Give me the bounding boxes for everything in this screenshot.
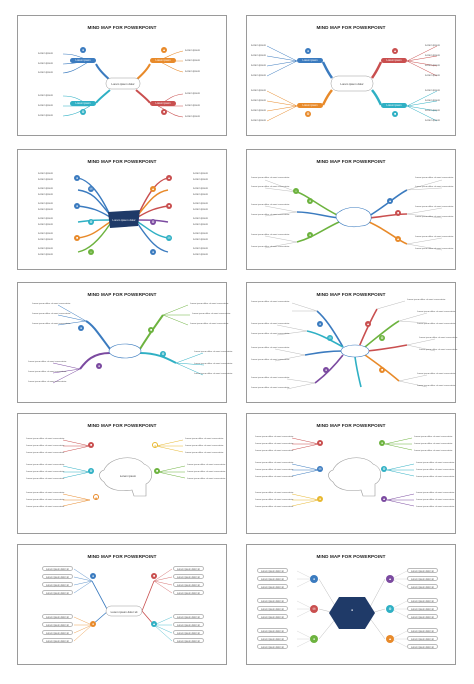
leaf: Lorem ipsum — [38, 114, 53, 117]
slide-title: MIND MAP FOR POWERPOINT — [316, 292, 386, 297]
slide-9-thumbnail[interactable] — [17, 544, 227, 665]
warning-icon: ▲ — [151, 187, 155, 191]
leaf: Lorem ipsum dolor sit amet consectetur. — [194, 373, 233, 375]
leaf: Lorem ipsum — [425, 44, 440, 47]
leaf: Lorem ipsum — [425, 54, 440, 57]
leaf-box: Lorem ipsum dolor sit — [407, 636, 438, 641]
center-node: Lorem ipsum dolor — [340, 82, 364, 86]
slide-title: MIND MAP FOR POWERPOINT — [87, 25, 157, 30]
leaf-box: Lorem ipsum dolor sit — [173, 630, 204, 635]
leaf: Lorem ipsum dolor sit amet consectetur. — [416, 469, 455, 471]
leaf: Lorem ipsum dolor sit amet consectetur. — [26, 452, 65, 454]
leaf-box: Lorem ipsum dolor sit — [407, 568, 438, 573]
leaf: Lorem ipsum dolor sit amet consectetur. — [414, 450, 453, 452]
leaf: Lorem ipsum — [251, 44, 266, 47]
mail-icon: ✉ — [318, 467, 322, 471]
leaf: Lorem ipsum — [38, 94, 53, 97]
chart-icon: ■ — [89, 443, 93, 447]
rocket-icon: ▲ — [386, 575, 394, 583]
warning-icon: ▲ — [386, 635, 394, 643]
leaf: Lorem ipsum dolor sit amet consectetur. — [414, 443, 453, 445]
leaf: Lorem ipsum dolor sit amet consectetur. — [255, 506, 294, 508]
chart-icon: ■ — [162, 110, 166, 114]
user-icon: ● — [324, 368, 328, 372]
rocket-icon: ▲ — [162, 48, 166, 52]
slide-5-thumbnail[interactable] — [17, 282, 233, 403]
leaf: Lorem ipsum — [193, 178, 208, 181]
leaf: Lorem ipsum — [251, 119, 266, 122]
leaf: Lorem ipsum — [193, 187, 208, 190]
leaf: Lorem ipsum — [251, 74, 266, 77]
leaf-box: Lorem ipsum dolor sit — [257, 636, 288, 641]
branch-teal: Lorem ipsum — [70, 101, 96, 106]
leaf: Lorem ipsum dolor sit amet consectetur. — [26, 478, 65, 480]
leaf: Lorem ipsum dolor sit amet consectetur. — [255, 492, 294, 494]
leaf: Lorem ipsum dolor sit amet consectetur. — [187, 471, 226, 473]
slide-title: MIND MAP FOR POWERPOINT — [316, 423, 386, 428]
gear-icon: ⚙ — [161, 352, 165, 356]
leaf: Lorem ipsum dolor sit amet consectetur. — [251, 301, 290, 303]
leaf: Lorem ipsum dolor sit amet consectetur. — [28, 371, 67, 373]
chart-icon: ■ — [396, 211, 400, 215]
slide-1-thumbnail[interactable] — [17, 15, 227, 136]
leaf-box: Lorem ipsum dolor sit — [42, 638, 73, 643]
warning-icon: ▲ — [152, 622, 156, 626]
leaf: Lorem ipsum dolor sit amet consectetur. — [192, 313, 231, 315]
leaf: Lorem ipsum dolor sit amet consectetur. — [251, 234, 290, 236]
leaf: Lorem ipsum dolor sit amet consectetur. — [417, 385, 456, 387]
gear-icon: ⚙ — [151, 220, 155, 224]
leaf: Lorem ipsum — [185, 115, 200, 118]
lightbulb-icon: ● — [306, 49, 310, 53]
leaf: Lorem ipsum dolor sit amet consectetur. — [255, 469, 294, 471]
leaf: Lorem ipsum dolor sit amet consectetur. — [416, 462, 455, 464]
leaf: Lorem ipsum — [185, 70, 200, 73]
leaf: Lorem ipsum dolor sit amet consectetur. — [190, 303, 229, 305]
slide-2-thumbnail[interactable] — [246, 15, 456, 136]
leaf: Lorem ipsum — [38, 253, 53, 256]
mail-icon: ✉ — [328, 336, 332, 340]
leaf: Lorem ipsum dolor sit amet consectetur. — [26, 445, 65, 447]
center-node: Lorem ipsum — [119, 474, 137, 478]
leaf: Lorem ipsum dolor sit amet consectetur. — [32, 303, 71, 305]
lightbulb-icon: ● — [79, 326, 83, 330]
leaf: Lorem ipsum — [251, 109, 266, 112]
center-node: Lorem ipsum dolor sit — [110, 609, 138, 614]
leaf: Lorem ipsum dolor sit amet consectetur. — [417, 311, 456, 313]
leaf: Lorem ipsum dolor sit amet consectetur. — [251, 177, 290, 179]
leaf: Lorem ipsum dolor sit amet consectetur. — [255, 462, 294, 464]
user-icon: ● — [318, 497, 322, 501]
leaf-box: Lorem ipsum dolor sit — [173, 614, 204, 619]
branch-blue: Lorem ipsum — [70, 58, 96, 63]
leaf: Lorem ipsum — [185, 49, 200, 52]
leaf: Lorem ipsum — [425, 64, 440, 67]
leaf: Lorem ipsum — [251, 99, 266, 102]
rocket-icon: ▲ — [382, 497, 386, 501]
leaf: Lorem ipsum — [38, 223, 53, 226]
slide-8-thumbnail[interactable] — [246, 413, 456, 534]
lightbulb-icon: ● — [153, 444, 157, 448]
lightbulb-icon: ● — [350, 608, 354, 612]
leaf: Lorem ipsum — [38, 232, 53, 235]
leaf: Lorem ipsum dolor sit amet consectetur. — [32, 313, 71, 315]
slide-title: MIND MAP FOR POWERPOINT — [87, 292, 157, 297]
leaf-box: Lorem ipsum dolor sit — [407, 614, 438, 619]
leaf: Lorem ipsum dolor sit amet consectetur. — [28, 361, 67, 363]
leaf-box: Lorem ipsum dolor sit — [257, 644, 288, 649]
gear-icon: ⚙ — [89, 220, 93, 224]
leaf: Lorem ipsum — [193, 253, 208, 256]
leaf-box: Lorem ipsum dolor sit — [257, 598, 288, 603]
leaf-box: Lorem ipsum dolor sit — [173, 590, 204, 595]
leaf-box: Lorem ipsum dolor sit — [42, 614, 73, 619]
leaf: Lorem ipsum — [38, 71, 53, 74]
chart-icon: ■ — [149, 328, 153, 332]
leaf: Lorem ipsum dolor sit amet consectetur. — [415, 206, 454, 208]
leaf-box: Lorem ipsum dolor sit — [42, 566, 73, 571]
leaf: Lorem ipsum — [185, 104, 200, 107]
warning-icon: ▲ — [396, 237, 400, 241]
leaf: Lorem ipsum dolor sit amet consectetur. — [185, 452, 224, 454]
leaf: Lorem ipsum dolor sit amet consectetur. — [414, 436, 453, 438]
leaf-box: Lorem ipsum dolor sit — [257, 568, 288, 573]
leaf: Lorem ipsum — [38, 202, 53, 205]
slide-title: MIND MAP FOR POWERPOINT — [87, 159, 157, 164]
leaf: Lorem ipsum — [185, 59, 200, 62]
leaf: Lorem ipsum dolor sit amet consectetur. — [251, 387, 290, 389]
leaf: Lorem ipsum dolor sit amet consectetur. — [26, 506, 65, 508]
branch-blue: Lorem ipsum — [297, 58, 323, 63]
slide-title: MIND MAP FOR POWERPOINT — [316, 554, 386, 559]
leaf: Lorem ipsum — [251, 89, 266, 92]
slide-title: MIND MAP FOR POWERPOINT — [316, 159, 386, 164]
home-icon: ⌂ — [294, 189, 298, 193]
slide-title: MIND MAP FOR POWERPOINT — [316, 25, 386, 30]
slide-title: MIND MAP FOR POWERPOINT — [87, 423, 157, 428]
leaf: Lorem ipsum dolor sit amet consectetur. — [255, 476, 294, 478]
rocket-icon: ▲ — [366, 322, 370, 326]
leaf-box: Lorem ipsum dolor sit — [42, 574, 73, 579]
user-icon: ● — [151, 250, 155, 254]
slide-7-thumbnail[interactable] — [17, 413, 227, 534]
slide-3-thumbnail[interactable] — [17, 149, 227, 270]
leaf-box: Lorem ipsum dolor sit — [173, 622, 204, 627]
lightbulb-icon: ● — [75, 176, 79, 180]
leaf: Lorem ipsum — [38, 104, 53, 107]
leaf-box: Lorem ipsum dolor sit — [257, 614, 288, 619]
leaf: Lorem ipsum — [38, 217, 53, 220]
leaf: Lorem ipsum — [185, 92, 200, 95]
gear-icon: ⚙ — [81, 110, 85, 114]
chart-icon: ■ — [167, 204, 171, 208]
leaf-box: Lorem ipsum dolor sit — [257, 576, 288, 581]
leaf: Lorem ipsum dolor sit amet consectetur. — [185, 438, 224, 440]
leaf-box: Lorem ipsum dolor sit — [42, 582, 73, 587]
chart-icon: ■ — [318, 441, 322, 445]
mindmap-connectors — [247, 150, 457, 271]
leaf: Lorem ipsum — [38, 172, 53, 175]
chart-icon: ■ — [380, 368, 384, 372]
leaf-box: Lorem ipsum dolor sit — [173, 638, 204, 643]
gear-icon: ⚙ — [386, 605, 394, 613]
leaf: Lorem ipsum dolor sit amet consectetur. — [251, 214, 290, 216]
leaf-box: Lorem ipsum dolor sit — [257, 606, 288, 611]
leaf-box: Lorem ipsum dolor sit — [42, 622, 73, 627]
leaf: Lorem ipsum dolor sit amet consectetur. — [251, 204, 290, 206]
leaf: Lorem ipsum — [425, 89, 440, 92]
gear-icon: ⚙ — [89, 469, 93, 473]
leaf: Lorem ipsum — [38, 247, 53, 250]
leaf: Lorem ipsum dolor sit amet consectetur. — [190, 323, 229, 325]
branch-teal: Lorem ipsum — [381, 103, 407, 108]
leaf: Lorem ipsum dolor sit amet consectetur. — [415, 236, 454, 238]
leaf: Lorem ipsum dolor sit amet consectetur. — [251, 377, 290, 379]
leaf: Lorem ipsum — [193, 202, 208, 205]
leaf: Lorem ipsum — [251, 54, 266, 57]
leaf: Lorem ipsum dolor sit amet consectetur. — [255, 499, 294, 501]
leaf-box: Lorem ipsum dolor sit — [407, 644, 438, 649]
leaf: Lorem ipsum — [38, 178, 53, 181]
branch-orange: Lorem ipsum — [297, 103, 323, 108]
center-node: Lorem ipsum dolor — [112, 218, 136, 222]
leaf: Lorem ipsum — [193, 247, 208, 250]
leaf: Lorem ipsum — [38, 52, 53, 55]
leaf-box: Lorem ipsum dolor sit — [42, 630, 73, 635]
leaf-box: Lorem ipsum dolor sit — [173, 582, 204, 587]
leaf: Lorem ipsum dolor sit amet consectetur. — [255, 450, 294, 452]
slide-title: MIND MAP FOR POWERPOINT — [87, 554, 157, 559]
leaf: Lorem ipsum dolor sit amet consectetur. — [26, 492, 65, 494]
lightbulb-icon: ● — [308, 199, 312, 203]
leaf: Lorem ipsum dolor sit amet consectetur. — [251, 359, 290, 361]
user-icon: ● — [97, 364, 101, 368]
leaf: Lorem ipsum dolor sit amet consectetur. — [26, 471, 65, 473]
chart-icon: ■ — [155, 469, 159, 473]
lightbulb-icon: ● — [380, 441, 384, 445]
gear-icon: ⚙ — [306, 112, 310, 116]
lightbulb-icon: ● — [91, 574, 95, 578]
rocket-icon: ▲ — [393, 49, 397, 53]
leaf: Lorem ipsum dolor sit amet consectetur. — [187, 464, 226, 466]
leaf-box: Lorem ipsum dolor sit — [407, 606, 438, 611]
mindmap-connectors — [18, 545, 228, 666]
leaf: Lorem ipsum dolor sit amet consectetur. — [26, 464, 65, 466]
mindmap-connectors — [18, 16, 228, 137]
leaf: Lorem ipsum dolor sit amet consectetur. — [415, 186, 454, 188]
leaf: Lorem ipsum dolor sit amet consectetur. — [255, 436, 294, 438]
leaf: Lorem ipsum dolor sit amet consectetur. — [185, 445, 224, 447]
leaf-box: Lorem ipsum dolor sit — [407, 628, 438, 633]
leaf: Lorem ipsum dolor sit amet consectetur. — [28, 381, 67, 383]
leaf: Lorem ipsum dolor sit amet consectetur. — [187, 478, 226, 480]
leaf: Lorem ipsum — [251, 64, 266, 67]
leaf: Lorem ipsum dolor sit amet consectetur. — [194, 351, 233, 353]
user-icon: ● — [310, 635, 318, 643]
center-node: Lorem ipsum dolor — [111, 82, 135, 86]
lightbulb-icon: ● — [310, 575, 318, 583]
leaf-box: Lorem ipsum dolor sit — [257, 628, 288, 633]
leaf: Lorem ipsum dolor sit amet consectetur. — [415, 216, 454, 218]
leaf: Lorem ipsum — [193, 208, 208, 211]
mail-icon: ✉ — [89, 187, 93, 191]
leaf: Lorem ipsum — [193, 223, 208, 226]
slide-6-thumbnail[interactable] — [246, 282, 456, 403]
leaf: Lorem ipsum dolor sit amet consectetur. — [416, 499, 455, 501]
slide-4-thumbnail[interactable] — [246, 149, 456, 270]
leaf: Lorem ipsum — [38, 193, 53, 196]
gear-icon: ⚙ — [380, 336, 384, 340]
leaf: Lorem ipsum dolor sit amet consectetur. — [416, 492, 455, 494]
rocket-icon: ▲ — [388, 199, 392, 203]
leaf: Lorem ipsum dolor sit amet consectetur. — [415, 248, 454, 250]
leaf: Lorem ipsum — [193, 238, 208, 241]
leaf: Lorem ipsum — [38, 238, 53, 241]
leaf: Lorem ipsum dolor sit amet consectetur. — [251, 323, 290, 325]
mail-icon: ✉ — [310, 605, 318, 613]
leaf: Lorem ipsum dolor sit amet consectetur. — [251, 347, 290, 349]
leaf-box: Lorem ipsum dolor sit — [42, 590, 73, 595]
chart-icon: ■ — [152, 574, 156, 578]
leaf: Lorem ipsum dolor sit amet consectetur. — [194, 363, 233, 365]
leaf: Lorem ipsum — [425, 99, 440, 102]
leaf: Lorem ipsum dolor sit amet consectetur. — [419, 337, 458, 339]
leaf: Lorem ipsum — [425, 109, 440, 112]
leaf: Lorem ipsum dolor sit amet consectetur. — [415, 177, 454, 179]
mail-icon: ✉ — [167, 236, 171, 240]
leaf: Lorem ipsum dolor sit amet consectetur. — [417, 373, 456, 375]
leaf: Lorem ipsum dolor sit amet consectetur. — [419, 349, 458, 351]
gear-icon: ⚙ — [382, 467, 386, 471]
leaf: Lorem ipsum dolor sit amet consectetur. — [251, 186, 290, 188]
leaf-box: Lorem ipsum dolor sit — [407, 584, 438, 589]
leaf: Lorem ipsum — [38, 62, 53, 65]
user-icon: ● — [75, 204, 79, 208]
leaf: Lorem ipsum dolor sit amet consectetur. — [32, 323, 71, 325]
user-icon: ● — [91, 622, 95, 626]
mindmap-connectors — [18, 283, 228, 404]
leaf: Lorem ipsum dolor sit amet consectetur. — [407, 299, 446, 301]
leaf-box: Lorem ipsum dolor sit — [407, 576, 438, 581]
slide-10-thumbnail[interactable] — [246, 544, 456, 665]
warning-icon: ▲ — [94, 496, 98, 500]
leaf: Lorem ipsum — [425, 74, 440, 77]
leaf: Lorem ipsum dolor sit amet consectetur. — [26, 499, 65, 501]
mindmap-connectors — [247, 414, 457, 535]
leaf-box: Lorem ipsum dolor sit — [173, 566, 204, 571]
user-icon: ● — [308, 233, 312, 237]
branch-red: Lorem ipsum — [150, 101, 176, 106]
leaf: Lorem ipsum — [38, 187, 53, 190]
branch-red: Lorem ipsum — [381, 58, 407, 63]
leaf: Lorem ipsum dolor sit amet consectetur. — [416, 506, 455, 508]
leaf: Lorem ipsum dolor sit amet consectetur. — [417, 323, 456, 325]
home-icon: ⌂ — [89, 250, 93, 254]
leaf: Lorem ipsum dolor sit amet consectetur. — [251, 333, 290, 335]
leaf: Lorem ipsum — [38, 208, 53, 211]
rocket-icon: ▲ — [167, 176, 171, 180]
leaf: Lorem ipsum dolor sit amet consectetur. — [255, 443, 294, 445]
chart-icon: ■ — [75, 236, 79, 240]
lightbulb-icon: ● — [318, 322, 322, 326]
lightbulb-icon: ● — [81, 48, 85, 52]
leaf: Lorem ipsum — [193, 172, 208, 175]
leaf-box: Lorem ipsum dolor sit — [257, 584, 288, 589]
leaf: Lorem ipsum — [425, 119, 440, 122]
branch-orange: Lorem ipsum — [150, 58, 176, 63]
leaf: Lorem ipsum dolor sit amet consectetur. — [26, 438, 65, 440]
leaf: Lorem ipsum — [193, 193, 208, 196]
leaf: Lorem ipsum dolor sit amet consectetur. — [251, 246, 290, 248]
leaf: Lorem ipsum dolor sit amet consectetur. — [416, 476, 455, 478]
chart-icon: ■ — [393, 112, 397, 116]
leaf: Lorem ipsum — [193, 217, 208, 220]
leaf-box: Lorem ipsum dolor sit — [173, 574, 204, 579]
leaf-box: Lorem ipsum dolor sit — [407, 598, 438, 603]
leaf: Lorem ipsum — [193, 232, 208, 235]
